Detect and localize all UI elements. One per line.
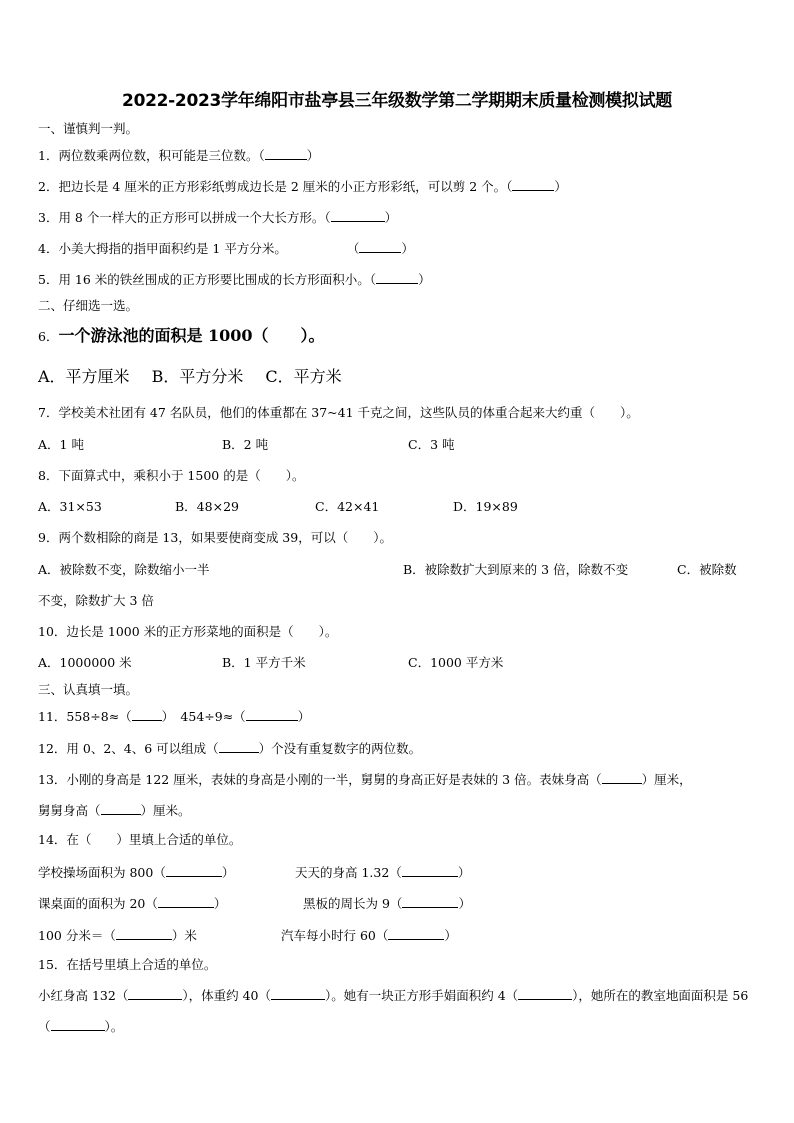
question-14-item	[303, 894, 471, 912]
option-a[interactable]: A．1 吨	[38, 437, 84, 452]
option-c-continued: 不变，除数扩大 3 倍	[38, 593, 154, 608]
paren: ）	[306, 148, 320, 163]
question-text: 1．两位数乘两位数，积可能是三位数。（	[38, 148, 265, 163]
option-c[interactable]: C．1000 平方米	[408, 655, 504, 670]
answer-blank[interactable]	[128, 986, 182, 1000]
option-b[interactable]: B．被除数扩大到原来的 3 倍，除数不变	[403, 562, 629, 577]
item-text: 天天的身高 1.32（	[295, 865, 402, 880]
question-text: 舅舅身高（	[38, 803, 101, 818]
question-5	[38, 270, 431, 288]
question-text: 一个游泳池的面积是 1000（ ）。	[58, 326, 325, 345]
paren: ）	[458, 896, 471, 911]
answer-blank[interactable]	[402, 894, 458, 908]
question-15-body	[38, 980, 760, 1042]
paren: ）米	[171, 928, 197, 943]
paren: ）	[221, 865, 235, 880]
answer-blank[interactable]	[518, 986, 572, 1000]
question-13-continued	[38, 801, 191, 819]
answer-blank[interactable]	[402, 863, 458, 877]
question-text: 3．用 8 个一样大的正方形可以拼成一个大长方形。（	[38, 210, 331, 225]
question-text: ），体重约 40（	[182, 988, 271, 1003]
answer-blank[interactable]	[101, 801, 141, 815]
option-c[interactable]: C．平方米	[265, 367, 342, 386]
question-11	[38, 707, 310, 725]
answer-blank[interactable]	[602, 770, 642, 784]
answer-blank[interactable]	[265, 146, 307, 160]
paren: ）	[418, 272, 431, 287]
question-text: ）个没有重复数字的两位数。	[258, 741, 422, 756]
question-2	[38, 177, 567, 195]
option-a[interactable]: A．平方厘米	[38, 367, 130, 386]
paren: ）	[213, 896, 227, 911]
question-8: 8．下面算式中，乘积小于 1500 的是（ ）。	[38, 468, 305, 483]
item-text: 汽车每小时行 60（	[281, 928, 389, 943]
answer-blank[interactable]	[376, 270, 418, 284]
answer-blank[interactable]	[331, 208, 385, 222]
question-text: ），她所在的教室地面面积是 56（	[38, 988, 749, 1034]
paren: （	[346, 241, 360, 256]
option-a[interactable]: A．31×53	[38, 499, 102, 514]
question-text: 13．小刚的身高是 122 厘米，表妹的身高是小刚的一半，舅舅的身高正好是表妹的 3 倍。表妹身高（	[38, 772, 602, 787]
question-4	[38, 239, 414, 257]
option-b[interactable]: B．48×29	[175, 499, 239, 514]
paren: ）	[444, 928, 457, 943]
option-c[interactable]: C．3 吨	[408, 437, 455, 452]
question-text: 4．小美大拇指的指甲面积约是 1 平方分米。	[38, 241, 287, 256]
question-text: ）。她有一块正方形手娟面积约 4（	[324, 988, 519, 1003]
question-text: 12．用 0、2、4、6 可以组成（	[38, 741, 219, 756]
paren: ）	[297, 709, 311, 724]
page-title: 2022-2023学年绵阳市盐亭县三年级数学第二学期期末质量检测模拟试题	[122, 91, 672, 111]
answer-blank[interactable]	[51, 1017, 105, 1031]
answer-blank[interactable]	[512, 177, 554, 191]
answer-blank[interactable]	[271, 986, 325, 1000]
answer-blank[interactable]	[246, 707, 298, 721]
answer-blank[interactable]	[359, 239, 401, 253]
question-text: 小红身高 132（	[38, 988, 129, 1003]
question-text: 2．把边长是 4 厘米的正方形彩纸剪成边长是 2 厘米的小正方形彩纸，可以剪 2 个。（	[38, 179, 513, 194]
paren: ）	[457, 865, 471, 880]
question-7: 7．学校美术社团有 47 名队员，他们的体重都在 37~41 千克之间，这些队员的体重合起来大约重（ ）。	[38, 405, 639, 420]
question-text: ）厘米，	[641, 772, 692, 787]
question-6-options	[38, 367, 342, 387]
option-a[interactable]: A．1000000 米	[38, 655, 132, 670]
option-c[interactable]: C．42×41	[315, 499, 380, 514]
option-b[interactable]: B．1 平方千米	[222, 655, 306, 670]
paren: ）	[554, 179, 567, 194]
option-b[interactable]: B．平方分米	[151, 367, 244, 386]
question-14-item	[38, 894, 226, 912]
question-text: ） 454÷9≈（	[161, 709, 246, 724]
question-10: 10．边长是 1000 米的正方形菜地的面积是（ ）。	[38, 624, 338, 639]
answer-blank[interactable]	[219, 739, 259, 753]
question-14-item	[295, 863, 470, 881]
item-text: 课桌面的面积为 20（	[38, 896, 158, 911]
question-14-item	[38, 863, 234, 881]
question-13	[38, 770, 692, 788]
question-text: ）厘米。	[140, 803, 191, 818]
question-12	[38, 739, 421, 757]
question-text: 5．用 16 米的铁丝围成的正方形要比围成的长方形面积小。（	[38, 272, 377, 287]
option-b[interactable]: B．2 吨	[222, 437, 269, 452]
question-6	[38, 326, 325, 346]
item-text: 黑板的周长为 9（	[303, 896, 403, 911]
option-d[interactable]: D．19×89	[453, 499, 518, 514]
question-3	[38, 208, 397, 226]
item-text: 100 分米＝（	[38, 928, 116, 943]
section-heading: 二、仔细选一选。	[38, 298, 139, 313]
question-14: 14．在（ ）里填上合适的单位。	[38, 832, 242, 847]
paren: ）	[384, 210, 398, 225]
section-heading: 三、认真填一填。	[38, 682, 139, 697]
answer-blank[interactable]	[116, 926, 172, 940]
question-14-item	[38, 926, 197, 944]
option-c[interactable]: C．被除数	[677, 562, 737, 577]
question-number: 6．	[38, 329, 59, 344]
paren: ）	[401, 241, 414, 256]
question-text: 11．558÷8≈（	[38, 709, 132, 724]
question-1	[38, 146, 319, 164]
question-9: 9．两个数相除的商是 13，如果要使商变成 39，可以（ ）。	[38, 530, 392, 545]
paren: ）。	[104, 1019, 124, 1034]
answer-blank[interactable]	[132, 707, 162, 721]
question-15: 15．在括号里填上合适的单位。	[38, 957, 217, 972]
answer-blank[interactable]	[158, 894, 214, 908]
answer-blank[interactable]	[388, 926, 444, 940]
item-text: 学校操场面积为 800（	[38, 865, 166, 880]
question-14-item	[281, 926, 457, 944]
option-a[interactable]: A．被除数不变，除数缩小一半	[38, 562, 210, 577]
section-heading: 一、谨慎判一判。	[38, 121, 139, 136]
answer-blank[interactable]	[166, 863, 222, 877]
